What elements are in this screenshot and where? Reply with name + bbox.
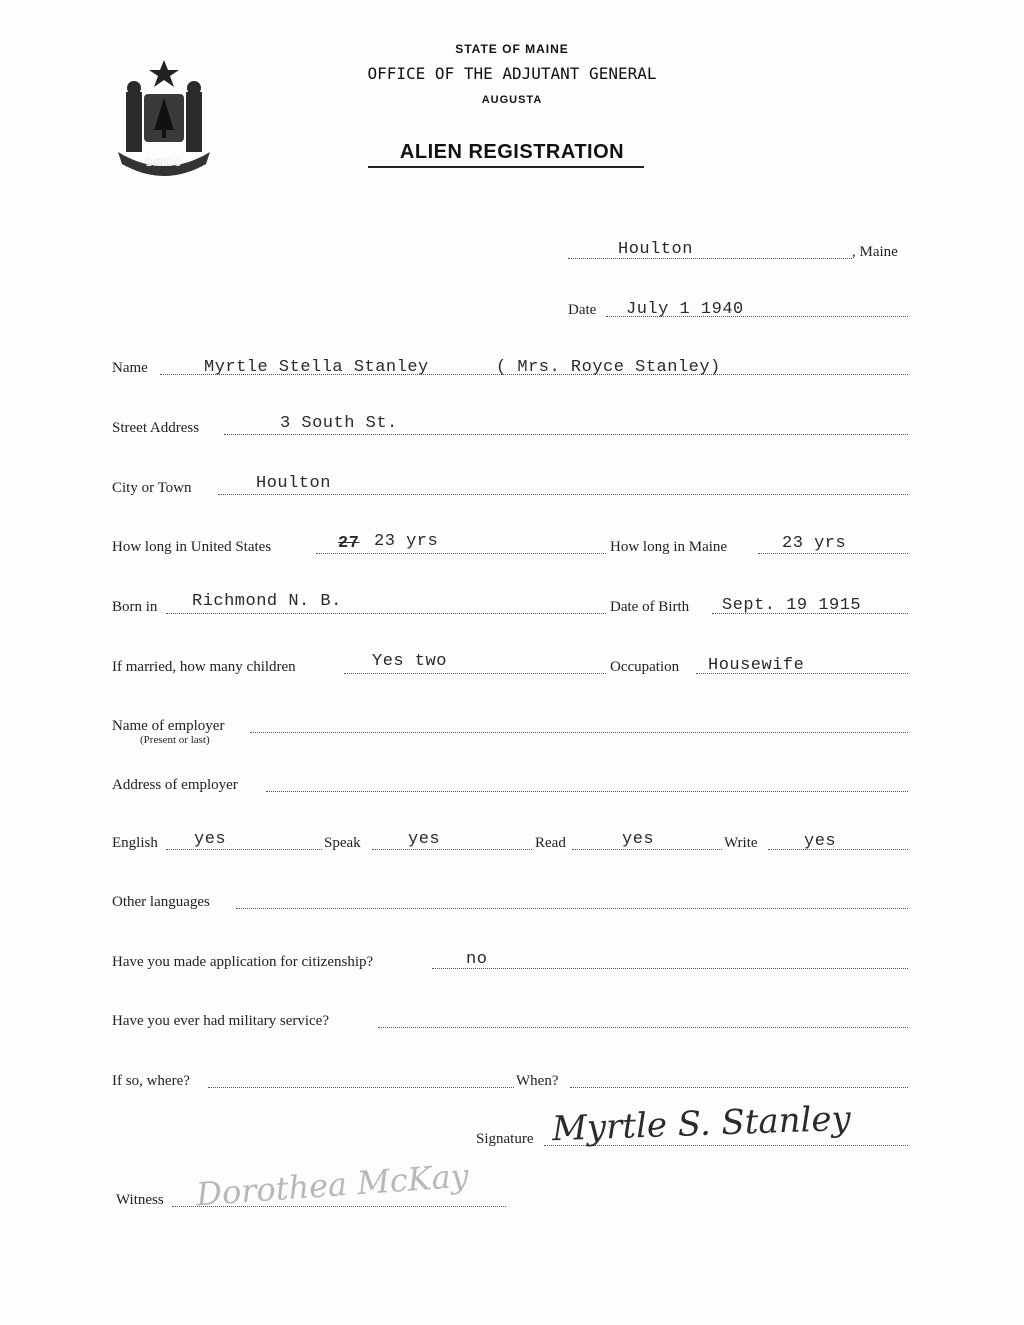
other-languages-label: Other languages <box>112 894 210 910</box>
citizenship-line <box>432 968 908 969</box>
city-value: Houlton <box>256 474 331 493</box>
date-label: Date <box>568 302 597 318</box>
employer-label: Name of employer <box>112 718 225 734</box>
when-line <box>570 1087 908 1088</box>
where-label: If so, where? <box>112 1073 190 1089</box>
witness-label: Witness <box>116 1192 164 1208</box>
employer-address-label: Address of employer <box>112 777 238 793</box>
name-label: Name <box>112 360 148 376</box>
employer-sub-label: (Present or last) <box>140 734 210 746</box>
write-label: Write <box>724 835 758 851</box>
speak-line <box>372 849 532 850</box>
city-label: City or Town <box>112 480 192 496</box>
employer-address-line <box>266 791 908 792</box>
when-label: When? <box>516 1073 559 1089</box>
english-line <box>166 849 322 850</box>
born-label: Born in <box>112 599 158 615</box>
military-label: Have you ever had military service? <box>112 1013 329 1029</box>
street-line <box>224 434 908 435</box>
signature-value: Myrtle S. Stanley <box>551 1098 852 1150</box>
us-duration-label: How long in United States <box>112 539 272 555</box>
us-duration-line <box>316 553 606 554</box>
place-line <box>568 258 852 259</box>
witness-value: Dorothea McKay <box>195 1156 470 1214</box>
place-value: Houlton <box>618 240 693 259</box>
born-value: Richmond N. B. <box>192 592 342 611</box>
header-city: AUGUSTA <box>481 94 543 106</box>
occupation-value: Housewife <box>708 656 805 675</box>
citizenship-label: Have you made application for citizenship? <box>112 954 374 970</box>
maine-duration-label: How long in Maine <box>610 539 728 555</box>
us-duration-value: 23 yrs <box>374 532 439 551</box>
us-duration-struck: 27 <box>338 534 360 553</box>
read-label: Read <box>535 835 566 851</box>
occupation-label: Occupation <box>610 659 680 675</box>
born-line <box>166 613 606 614</box>
maine-duration-value: 23 yrs <box>782 534 847 553</box>
name-value-alt: ( Mrs. Royce Stanley) <box>496 358 721 377</box>
dob-value: Sept. 19 1915 <box>722 596 862 615</box>
write-line <box>768 849 908 850</box>
maine-duration-line <box>758 553 908 554</box>
place-suffix: , Maine <box>852 244 898 260</box>
dob-label: Date of Birth <box>610 599 690 615</box>
header-office: OFFICE OF THE ADJUTANT GENERAL <box>367 64 657 83</box>
page-title: ALIEN REGISTRATION <box>399 141 625 163</box>
read-line <box>572 849 722 850</box>
header-state: STATE OF MAINE <box>455 42 569 56</box>
children-value: Yes two <box>372 652 447 671</box>
signature-label: Signature <box>476 1131 534 1147</box>
city-line <box>218 494 908 495</box>
english-label: English <box>112 835 158 851</box>
read-value: yes <box>622 830 655 849</box>
children-label: If married, how many children <box>112 659 296 675</box>
name-value: Myrtle Stella Stanley <box>204 358 429 377</box>
where-line <box>208 1087 514 1088</box>
speak-label: Speak <box>324 835 361 851</box>
citizenship-value: no <box>466 950 488 969</box>
other-languages-line <box>236 908 908 909</box>
english-value: yes <box>194 830 227 849</box>
street-label: Street Address <box>112 420 200 436</box>
street-value: 3 South St. <box>280 414 398 433</box>
speak-value: yes <box>408 830 441 849</box>
seal-motto: DIRIGO <box>146 158 182 169</box>
write-value: yes <box>804 832 837 851</box>
military-line <box>378 1027 908 1028</box>
date-value: July 1 1940 <box>626 300 744 319</box>
title-underline <box>368 166 644 168</box>
children-line <box>344 673 606 674</box>
employer-line <box>250 732 908 733</box>
